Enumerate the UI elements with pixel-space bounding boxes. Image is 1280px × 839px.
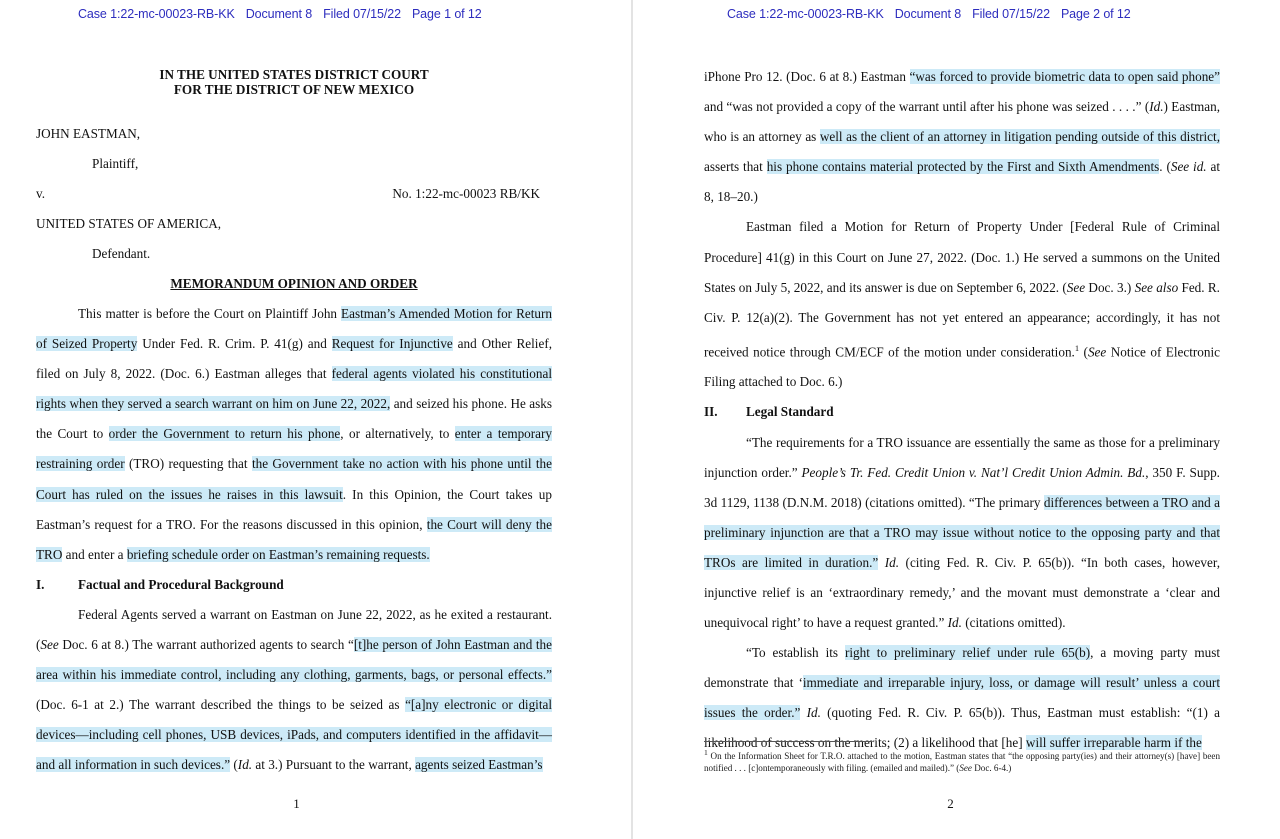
page-number-1: 1 (293, 796, 300, 811)
plaintiff-name: JOHN EASTMAN, (36, 126, 141, 141)
italic-run: See (1066, 279, 1086, 295)
court-title-line-1: IN THE UNITED STATES DISTRICT COURT (159, 67, 429, 82)
highlight-run: immediate and irreparable injury, loss, or damage will result’ unless a court issues the order.” (704, 675, 1220, 721)
page-1-body (36, 68, 552, 781)
section-number: I. (36, 576, 45, 592)
page-number-2: 2 (947, 796, 954, 811)
section-title: Legal Standard (746, 404, 834, 420)
italic-run: People’s Tr. Fed. Credit Union v. Nat’l Credit Union Admin. Bd. (801, 464, 1146, 480)
text-run: This matter is before the Court on Plaintiff John (78, 306, 342, 321)
ecf-filed-label: Filed 07/15/22 (972, 7, 1050, 21)
text-run: at 8, 18–20.) (704, 159, 1220, 205)
procedural-paragraph (704, 212, 1220, 397)
continued-paragraph (704, 62, 1220, 212)
italic-run: See (959, 763, 972, 774)
ecf-case-number: Case 1:22-mc-00023-RB-KK (78, 7, 235, 21)
highlight-run: the Court will deny the TRO (36, 516, 552, 562)
italic-run: Id. (947, 615, 962, 631)
section-number: II. (704, 404, 718, 420)
highlight-run: enter a temporary restraining order (36, 426, 553, 472)
highlight-run: Eastman’s Amended Motion for Return of Seized Property (36, 306, 552, 352)
legal-standard-paragraph (704, 428, 1220, 639)
text-run: Doc. 3.) (1085, 279, 1135, 295)
text-run: at 3.) Pursuant to the warrant, (252, 757, 416, 773)
footnote-separator-rule (704, 741, 872, 742)
versus-row (36, 179, 552, 209)
text-run: , 350 F. Supp. 3d 1129, 1138 (D.N.M. 2018) (citations omitted). “The primary (704, 464, 1220, 510)
text-run: “To establish its (746, 645, 845, 661)
case-caption (36, 119, 552, 269)
text-run: and “was not provided a copy of the warrant until after his phone was seized . . . .” ( (704, 99, 1150, 115)
intro-paragraph (36, 299, 552, 570)
italic-run: See (40, 637, 59, 653)
highlight-run: will suffer irreparable harm if the (1025, 735, 1202, 751)
italic-run: Id. (884, 554, 900, 570)
highlight-run: well as the client of an attorney in litigation pending outside of this district, (819, 129, 1220, 145)
court-title (36, 68, 552, 97)
italic-run: Id. (237, 757, 253, 773)
highlight-run: “[a]ny electronic or digital devices—including cell phones, USB devices, iPads, and computers identified in the affidavit—and all information in such devices.” (36, 697, 553, 773)
ecf-header-page-2 (727, 7, 1131, 21)
text-run: . ( (1159, 159, 1171, 175)
ecf-case-number: Case 1:22-mc-00023-RB-KK (727, 7, 884, 21)
text-run: and enter a (62, 546, 127, 562)
text-run: . In this Opinion, the Court takes up Eastman’s request for a TRO. For the reasons discussed in this opinion, (36, 486, 552, 532)
highlight-run: agents seized Eastman’s (415, 757, 543, 773)
facts-paragraph (36, 600, 552, 781)
highlight-run: Request for Injunctive (331, 336, 453, 352)
italic-run: Id. (806, 705, 821, 721)
highlight-run: right to preliminary relief under rule 65(b) (844, 645, 1091, 661)
text-run: “The requirements for a TRO issuance are essentially the same as those for a preliminary injunction order.” (704, 434, 1220, 480)
highlight-run: briefing schedule order on Eastman’s remaining requests. (126, 546, 430, 562)
text-run: (citing Fed. R. Civ. P. 65(b)). “In both cases, however, injunctive relief is an ‘extraordinary remedy,’ and the movant must demonstrate a ‘clear and unequivocal right’ to have a request granted.” (704, 554, 1221, 631)
text-run: (Doc. 6-1 at 2.) The warrant described the things to be seized as (36, 697, 406, 713)
ecf-page-label: Page 2 of 12 (1060, 7, 1131, 21)
italic-run: See (1087, 344, 1107, 360)
caption-case-number: No. 1:22-mc-00023 RB/KK (392, 186, 540, 201)
ecf-document-label: Document 8 (245, 7, 313, 21)
page-2-body (704, 62, 1220, 759)
footnote-block (704, 741, 1220, 775)
ecf-filed-label: Filed 07/15/22 (323, 7, 401, 21)
text-run: Notice of Electronic Filing attached to Doc. 6.) (704, 344, 1220, 390)
text-run: ) Eastman, who is an attorney as (704, 99, 1221, 145)
ecf-header-page-1 (78, 7, 482, 21)
document-title (36, 269, 552, 299)
section-heading-1 (36, 570, 552, 600)
italic-run: See also (1134, 279, 1179, 295)
highlight-run: federal agents violated his constitutional rights when they served a search warrant on him on June 22, 2022, (36, 366, 553, 412)
highlight-run: differences between a TRO and a preliminary injunction are that a TRO may issue without notice to the opposing party and that TROs are limited in duration.” (704, 494, 1220, 570)
section-heading-2 (704, 397, 1220, 427)
text-run: , a moving party must demonstrate that ‘ (704, 645, 1220, 691)
italic-run: See id. (1170, 159, 1207, 175)
text-run: ( (1079, 344, 1088, 360)
text-run: Doc. 6-4.) (971, 763, 1012, 774)
plaintiff-role: Plaintiff, (92, 156, 139, 171)
highlight-run: [t]he person of John Eastman and the area within his immediate control, including any clothing, garments, bags, or personal effects.” (36, 637, 553, 683)
highlight-run: “was forced to provide biometric data to open said phone” (909, 69, 1220, 84)
text-run: (quoting Fed. R. Civ. P. 65(b)). Thus, Eastman must establish: “(1) a likelihood of success on the merits; (2) a likelihood that [he] (704, 705, 1220, 751)
footnote-marker: 1 (704, 748, 708, 757)
text-run: Under Fed. R. Crim. P. 41(g) and (137, 336, 332, 352)
defendant-role: Defendant. (92, 246, 151, 261)
text-run: On the Information Sheet for T.R.O. attached to the motion, Eastman states that “the opposing party(ies) and their attorney(s) [have] been notified . . . [c]ontemporaneously with filing. (emailed and mailed).” ( (704, 751, 1220, 774)
text-run: (TRO) requesting that (124, 456, 252, 472)
highlight-run: the Government take no action with his phone until the Court has ruled on the issues he raises in this lawsuit (36, 456, 552, 502)
court-title-line-2: FOR THE DISTRICT OF NEW MEXICO (173, 82, 415, 97)
versus-label: v. (36, 186, 46, 201)
text-run: asserts that (704, 159, 767, 175)
text-run: (citations omitted). (961, 615, 1066, 631)
text-run: and seized his phone. He asks the Court to (36, 396, 552, 442)
text-run: ( (230, 757, 238, 773)
document-title-text: MEMORANDUM OPINION AND ORDER (170, 276, 418, 291)
ecf-document-label: Document 8 (894, 7, 962, 21)
ecf-page-label: Page 1 of 12 (411, 7, 482, 21)
defendant-name: UNITED STATES OF AMERICA, (36, 216, 222, 231)
section-title: Factual and Procedural Background (78, 576, 284, 592)
text-run: Doc. 6 at 8.) The warrant authorized agents to search “ (58, 637, 354, 653)
text-run: Eastman filed a Motion for Return of Property Under [Federal Rule of Criminal Procedure] 41(g) in this Court on June 27, 2022. (Doc. 1.) He served a summons on the United States on July 5, 2022, and its answer is due on September 6, 2022. ( (704, 219, 1220, 295)
text-run: Federal Agents served a warrant on Eastman on June 22, 2022, as he exited a restaurant. ( (36, 606, 552, 653)
highlight-run: his phone contains material protected by the First and Sixth Amendments (766, 159, 1160, 175)
italic-run: Id. (1149, 99, 1164, 115)
text-run: and Other Relief, filed on July 8, 2022. (Doc. 6.) Eastman alleges that (36, 336, 553, 382)
footnote-1 (704, 747, 1220, 775)
document-page-2 (631, 0, 1280, 839)
footnote-reference-marker[interactable]: 1 (1074, 342, 1080, 353)
text-run: Fed. R. Civ. P. 12(a)(2). The Government has not yet entered an appearance; accordingly, it has not received notice through CM/ECF of the motion under consideration. (704, 279, 1220, 360)
text-run: , or alternatively, to (340, 426, 455, 442)
text-run: iPhone Pro 12. (Doc. 6 at 8.) Eastman (704, 69, 910, 84)
document-page-1 (0, 0, 631, 839)
highlight-run: order the Government to return his phone (108, 426, 341, 442)
